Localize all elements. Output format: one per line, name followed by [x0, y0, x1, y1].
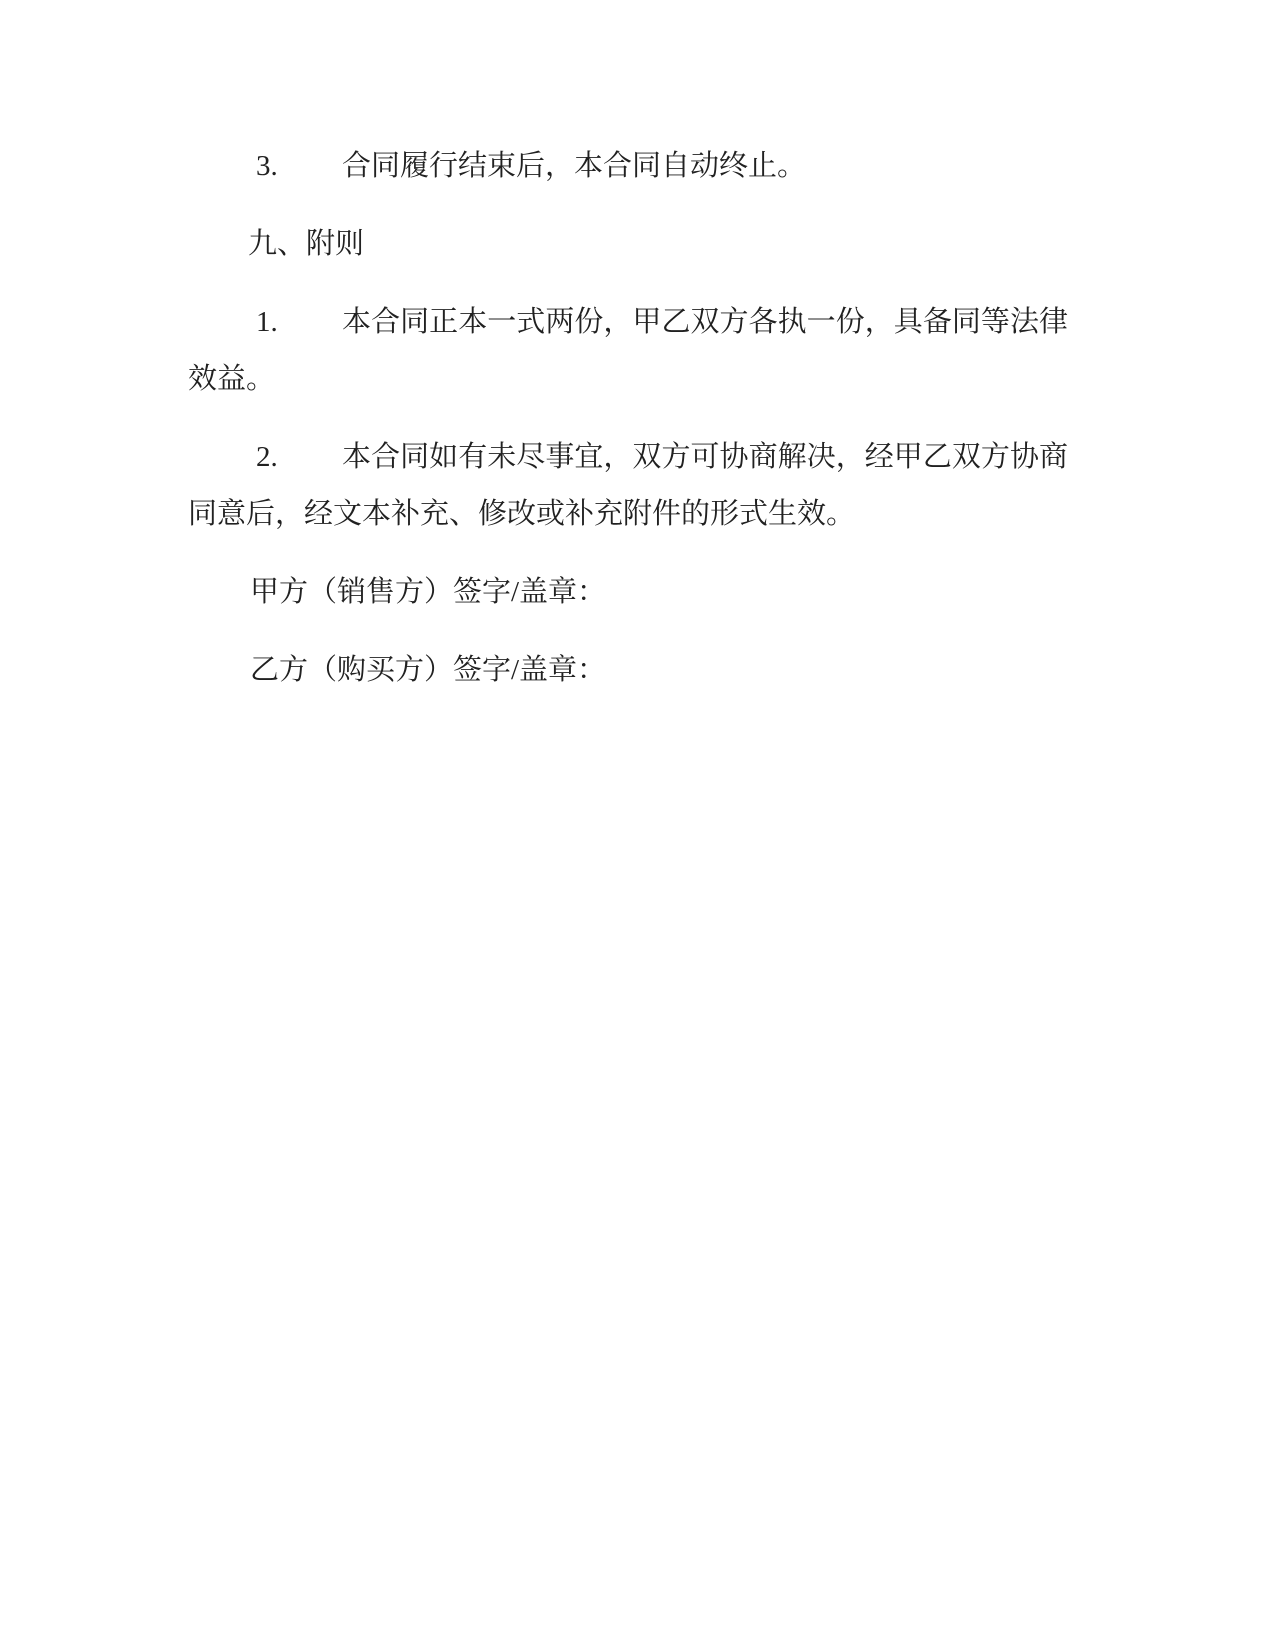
clause-item-1	[188, 294, 1068, 408]
section-heading: 九、附则	[248, 228, 365, 260]
clause-text: 合同履行结束后，本合同自动终止。	[342, 150, 807, 182]
document-body	[0, 0, 1275, 699]
clause-number: 1.	[256, 306, 278, 338]
clause-item-3	[188, 138, 1068, 195]
signature-line-party-a: 甲方（销售方）签字/盖章：	[250, 576, 607, 608]
clause-number: 3.	[256, 150, 278, 182]
clause-text: 本合同正本一式两份，甲乙双方各执一份，具备同等法律效益。	[188, 306, 1068, 395]
clause-item-2	[188, 429, 1068, 543]
clause-number: 2.	[256, 441, 278, 473]
clause-text: 本合同如有未尽事宜，双方可协商解决，经甲乙双方协商同意后，经文本补充、修改或补充附件的形式生效。	[188, 441, 1068, 530]
signature-line-party-b: 乙方（购买方）签字/盖章：	[250, 654, 607, 686]
